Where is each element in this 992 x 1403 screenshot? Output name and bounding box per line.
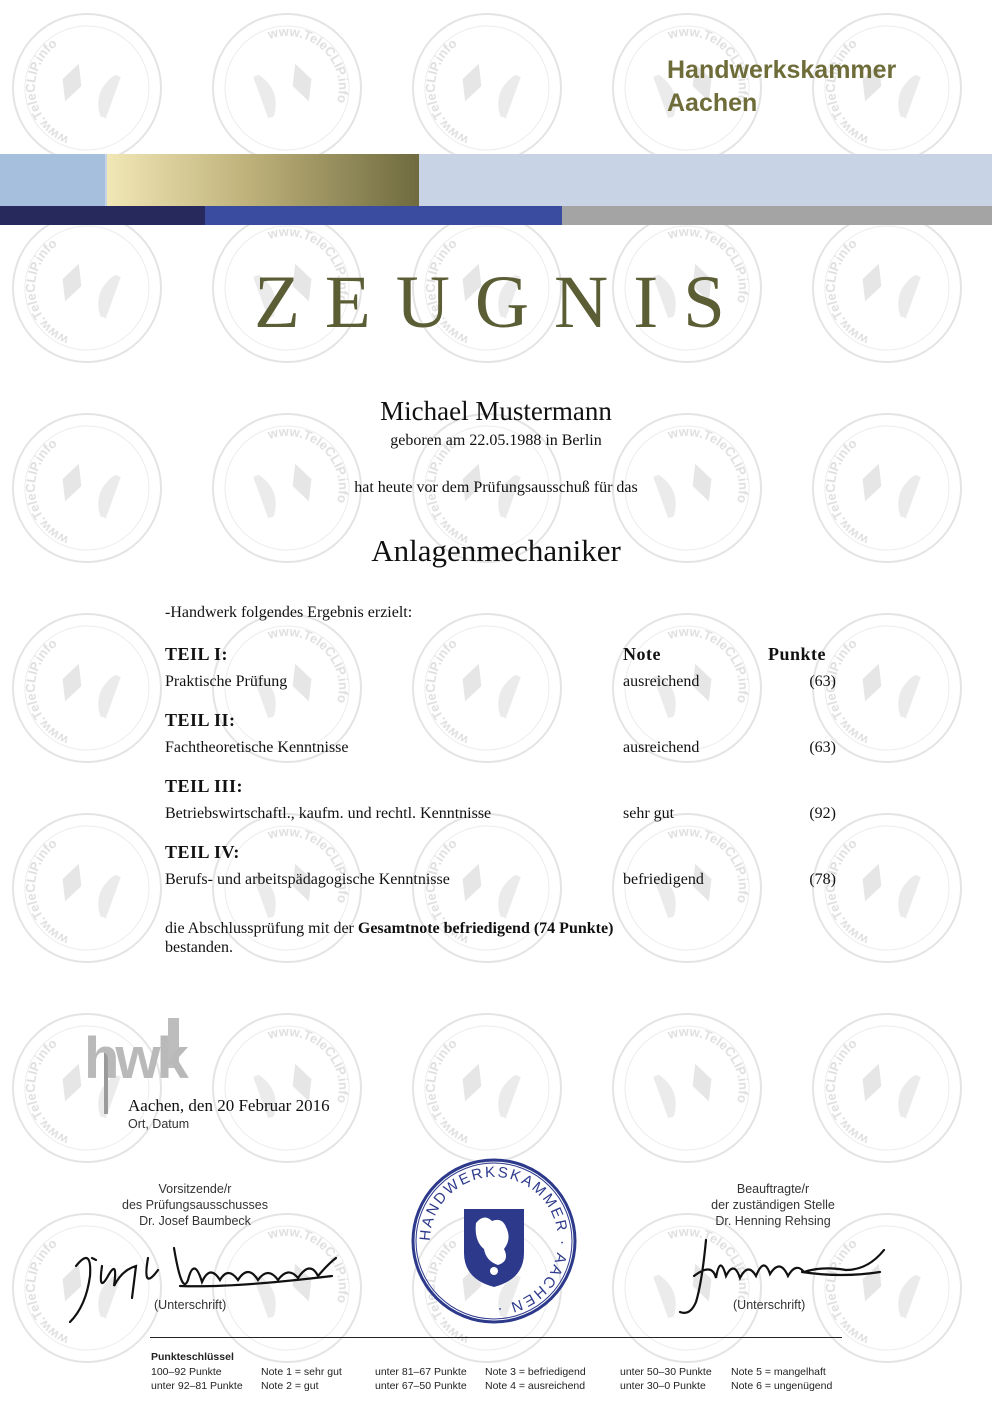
place-date: Aachen, den 20 Februar 2016	[128, 1096, 330, 1115]
footer-divider	[150, 1337, 842, 1338]
place-date-label: Ort, Datum	[128, 1117, 190, 1131]
part-3-subject: Betriebswirtschaftl., kaufm. und rechtl. Kenntnisse	[165, 805, 492, 822]
point-key-range-6: unter 30–0 Punkte	[620, 1380, 706, 1392]
seal-stamp	[410, 1157, 578, 1325]
band-segment-gold-gradient	[107, 154, 419, 206]
part-4-grade: befriedigend	[623, 871, 704, 888]
organization-line-2: Aachen	[667, 89, 758, 117]
part-4-subject: Berufs- und arbeitspädagogische Kenntnisse	[165, 871, 450, 888]
signatory-right-name: Dr. Henning Rehsing	[715, 1214, 831, 1228]
part-2-heading: TEIL II:	[165, 710, 236, 730]
column-header-points: Punkte	[768, 644, 827, 664]
point-key-note-5: Note 5 = mangelhaft	[731, 1366, 826, 1378]
part-3-points: (92)	[809, 805, 836, 822]
signatory-right	[688, 1181, 858, 1229]
document-title: ZEUGNIS	[254, 261, 750, 344]
part-2-grade: ausreichend	[623, 739, 700, 756]
point-key-note-3: Note 3 = befriedigend	[485, 1366, 586, 1378]
candidate-name: Michael Mustermann	[380, 396, 612, 426]
point-key-note-1: Note 1 = sehr gut	[261, 1366, 342, 1378]
band-segment-blue	[205, 206, 562, 225]
signatory-right-office: der zuständigen Stelle	[711, 1198, 835, 1212]
final-prefix: die Abschlussprüfung mit der	[165, 920, 354, 937]
part-3-heading: TEIL III:	[165, 776, 244, 796]
point-key-range-1: 100–92 Punkte	[151, 1366, 222, 1378]
organization-name	[667, 54, 896, 120]
watermark-tile	[792, 993, 982, 1183]
part-2-subject: Fachtheoretische Kenntnisse	[165, 739, 349, 756]
final-suffix: bestanden.	[165, 939, 233, 956]
final-result	[165, 919, 613, 957]
result-intro: -Handwerk folgendes Ergebnis erzielt:	[165, 604, 413, 621]
point-key-range-5: unter 50–30 Punkte	[620, 1366, 712, 1378]
watermark-tile	[392, 993, 582, 1183]
point-key-note-4: Note 4 = ausreichend	[485, 1380, 586, 1392]
watermark-tile	[0, 793, 182, 983]
signature-left-label: (Unterschrift)	[154, 1298, 227, 1312]
signatory-left-role: Vorsitzende/r	[158, 1182, 232, 1196]
part-1-grade: ausreichend	[623, 673, 700, 690]
part-1-subject: Praktische Prüfung	[165, 673, 288, 690]
point-key-range-2: unter 92–81 Punkte	[151, 1380, 243, 1392]
point-key-note-2: Note 2 = gut	[261, 1380, 319, 1392]
signature-right-label: (Unterschrift)	[733, 1298, 806, 1312]
header-band-bottom	[0, 206, 992, 225]
header-band-top	[0, 154, 992, 206]
watermark-tile	[392, 593, 582, 783]
signature-left	[62, 1236, 352, 1328]
trade-name: Anlagenmechaniker	[371, 533, 621, 568]
organization-line-1: Handwerkskammer	[667, 56, 897, 84]
signatory-left-name: Dr. Josef Baumbeck	[139, 1214, 251, 1228]
birth-info: geboren am 22.05.1988 in Berlin	[390, 432, 602, 449]
band-segment-navy	[0, 206, 205, 225]
point-key-range-3: unter 81–67 Punkte	[375, 1366, 467, 1378]
column-header-note: Note	[623, 644, 661, 664]
point-key-range-4: unter 67–50 Punkte	[375, 1380, 467, 1392]
part-3-grade: sehr gut	[623, 805, 675, 822]
part-1-heading: TEIL I:	[165, 644, 229, 664]
intro-text: hat heute vor dem Prüfungsausschuß für das	[354, 479, 638, 496]
seal-text: HANDWERKSKAMMER · AACHEN ·	[416, 1163, 572, 1319]
part-1-points: (63)	[809, 673, 836, 690]
part-4-points: (78)	[809, 871, 836, 888]
watermark-tile	[592, 993, 782, 1183]
watermark-tile	[0, 593, 182, 783]
hwk-logo-text: hwk	[84, 1026, 185, 1091]
signatory-left-committee: des Prüfungsausschusses	[122, 1198, 268, 1212]
point-key-note-6: Note 6 = ungenügend	[731, 1380, 833, 1392]
band-segment-light-blue	[0, 154, 105, 206]
signatory-left	[95, 1181, 295, 1229]
signatory-right-role: Beauftragte/r	[736, 1182, 810, 1196]
final-grade: Gesamtnote befriedigend (74 Punkte)	[357, 920, 614, 937]
part-4-heading: TEIL IV:	[165, 842, 240, 862]
watermark-tile	[192, 993, 382, 1183]
part-2-points: (63)	[809, 739, 836, 756]
point-key-title: Punkteschlüssel	[151, 1351, 234, 1363]
